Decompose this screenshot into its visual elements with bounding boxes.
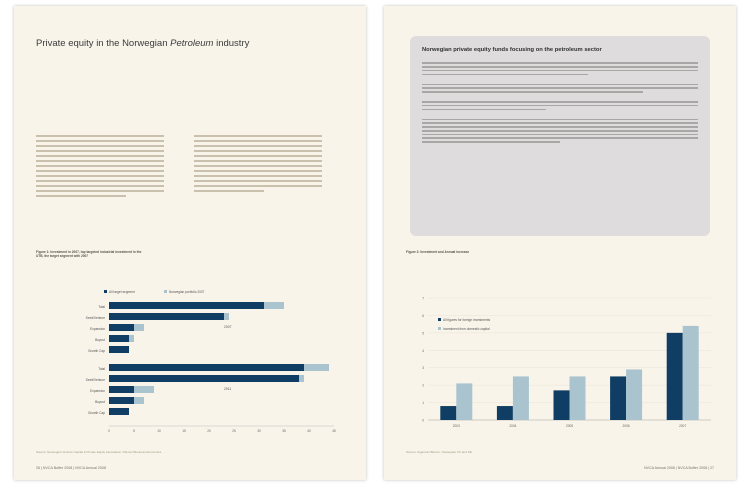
bar-dark [109,397,134,404]
legend-label-1: All figures for foreign investments [443,318,491,322]
x-tick-label: 2006 [622,424,630,428]
legend-swatch-1 [438,318,441,321]
x-tick-label: 2005 [565,424,574,428]
bar-dark [109,375,299,382]
bar-dark [497,406,513,420]
legend-swatch-2 [438,327,441,330]
category-label: Expansion [90,327,105,331]
group-label: 2007 [224,325,232,329]
y-tick-label: 7 [422,296,424,301]
x-tick-label: 2007 [679,424,687,428]
bar-dark [109,313,224,320]
legend-label-2: Investment from domestic capital [443,327,490,331]
legend-swatch-1 [104,290,107,293]
x-tick-label: 25 [232,429,236,433]
bar-dark [109,324,134,331]
category-label: Buyout [95,338,105,342]
page-title: Private equity in the Norwegian Petroleum industry [36,38,250,49]
x-tick-label: 5 [133,429,135,433]
bar-dark [109,386,134,393]
x-tick-label: 2004 [509,424,517,428]
x-tick-label: 0 [108,429,110,433]
body-text-column-1 [36,132,164,200]
bar-light [570,376,586,420]
bar-dark [109,335,129,342]
category-label: Buyout [95,400,105,404]
info-box-title: Norwegian private equity funds focusing on the petroleum sector [422,47,602,53]
bar-dark [109,346,129,353]
page-footer: NVCA Annual 2008 | NVCA Buffer 2008 | 27 [644,466,714,470]
y-tick-label: 6 [422,313,424,318]
x-tick-label: 45 [332,429,336,433]
info-box [410,36,710,236]
category-label: Seed/Venture [85,378,105,382]
group-label: 2011 [224,387,232,391]
bar-dark [667,333,683,420]
left-page [14,6,366,480]
bar-light [626,369,642,420]
info-box-text [422,60,698,145]
bar-dark [109,302,264,309]
x-tick-label: 20 [207,429,211,433]
legend-label-1: All target segment [109,290,135,294]
y-tick-label: 4 [422,348,424,353]
figure-2-caption: Figure 2: Investment and Annual increase [406,250,470,254]
body-text-column-2 [194,132,322,195]
figure-1-caption: Figure 1: Investment in 2007, top targeted industrial investment in the UTB, the target segment with 2007 [36,250,142,259]
category-label: Total [98,305,105,309]
source-note: Source: Norwegian Venture Capital & Private Equity Association / Menon Business Economics [36,450,162,454]
page-footer: 26 | NVCA Buffer 2008 | NVCA Annual 2008 [36,466,106,470]
y-tick-label: 3 [422,366,424,371]
category-label: Expansion [90,389,105,393]
bar-light [456,383,472,420]
x-tick-label: 10 [157,429,161,433]
x-tick-label: 2003 [452,424,460,428]
legend-swatch-2 [164,290,167,293]
x-tick-label: 30 [257,429,261,433]
y-tick-label: 0 [422,418,424,423]
legend-label-2: Norwegian portfolio 2007 [169,290,205,294]
bar-dark [109,364,304,371]
y-tick-label: 2 [422,383,424,388]
category-label: Seed/Venture [85,316,105,320]
bar-dark [554,390,570,420]
bar-dark [610,376,626,420]
category-label: Total [98,367,105,371]
right-page [384,6,736,480]
x-tick-label: 35 [282,429,286,433]
source-note: Source: Argentum/Menon, Norwegian VC and PE [406,450,472,454]
y-tick-label: 1 [422,401,424,406]
bar-dark [440,406,456,420]
x-tick-label: 40 [307,429,311,433]
bar-light [683,326,699,420]
x-tick-label: 15 [182,429,186,433]
bar-light [513,376,529,420]
figure-2-chart [406,288,726,438]
bar-dark [109,408,129,415]
category-label: Growth Cap [87,349,105,353]
category-label: Growth Cap [87,411,105,415]
y-tick-label: 5 [422,331,424,336]
figure-1-chart [34,288,354,438]
